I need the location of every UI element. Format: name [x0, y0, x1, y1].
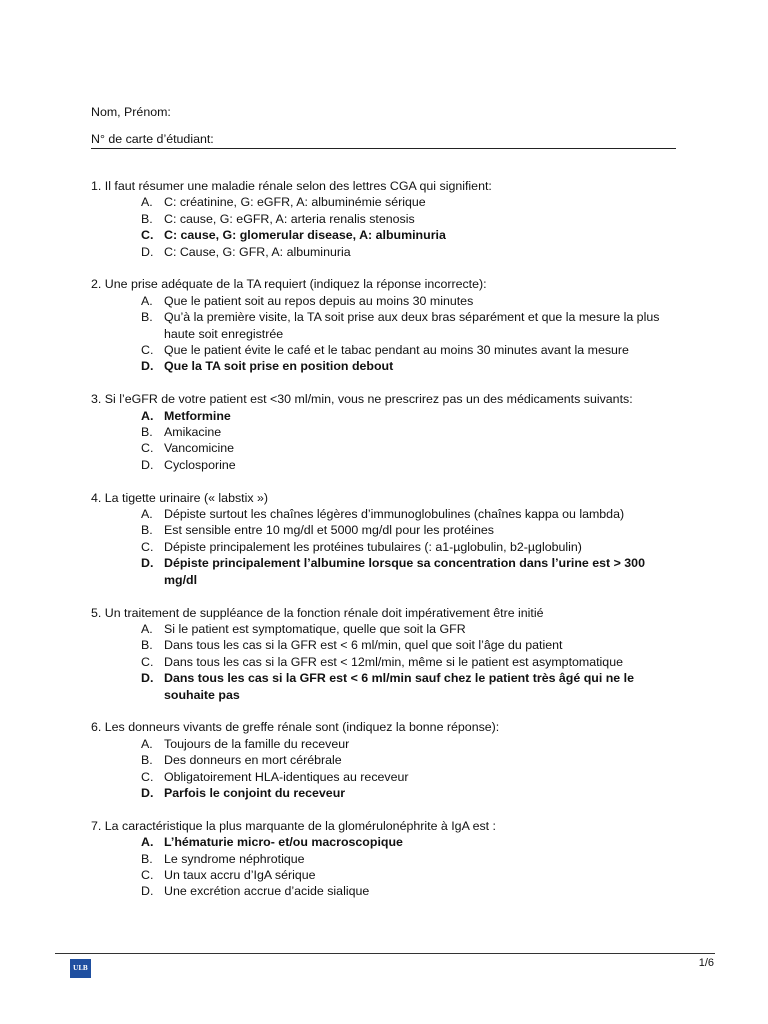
option-letter: C.: [141, 539, 154, 554]
option-letter: A.: [141, 293, 153, 308]
question-block: [91, 391, 676, 473]
option-text: C: cause, G: eGFR, A: arteria renalis stenosis: [164, 211, 415, 226]
question-stem: 1. Il faut résumer une maladie rénale selon des lettres CGA qui signifient:: [91, 179, 492, 193]
answer-option: [91, 539, 676, 555]
option-letter: B.: [141, 523, 153, 538]
answer-option: [91, 244, 676, 260]
answer-option: [91, 785, 676, 801]
option-text: Toujours de la famille du receveur: [164, 736, 350, 751]
option-letter: D.: [141, 884, 154, 899]
question-block: [91, 605, 676, 703]
question-block: [91, 276, 676, 374]
name-field-label: Nom, Prénom:: [91, 105, 171, 119]
answer-option: [91, 457, 676, 473]
answer-option: [91, 424, 676, 440]
option-letter: A.: [141, 408, 154, 423]
option-text: Dans tous les cas si la GFR est < 6 ml/min, quel que soit l’âge du patient: [164, 638, 563, 653]
answer-option: [91, 293, 676, 309]
option-letter: B.: [141, 310, 153, 325]
option-text: Dans tous les cas si la GFR est < 6 ml/min sauf chez le patient très âgé qui ne le souhaite pas: [164, 671, 634, 702]
ulb-logo-text: ULB: [72, 965, 89, 972]
option-text: L’hématurie micro- et/ou macroscopique: [164, 835, 403, 850]
question-stem: 5. Un traitement de suppléance de la fonction rénale doit impérativement être initié: [91, 605, 544, 620]
question-block: [91, 178, 676, 260]
option-text: Vancomicine: [164, 441, 235, 456]
option-text: Amikacine: [164, 425, 222, 440]
option-letter: C.: [141, 769, 154, 784]
option-letter: C.: [141, 441, 154, 456]
question-stem: 2. Une prise adéquate de la TA requiert (indiquez la réponse incorrecte):: [91, 277, 487, 292]
ulb-logo: [70, 959, 91, 978]
question-stem: 7. La caractéristique la plus marquante de la glomérulonéphrite à IgA est :: [91, 818, 497, 833]
answer-option: [91, 769, 676, 785]
option-text: Des donneurs en mort cérébrale: [164, 753, 342, 768]
option-text: Dépiste surtout les chaînes légères d’immunoglobulines (chaînes kappa ou lambda): [164, 507, 625, 522]
option-letter: C.: [141, 867, 154, 882]
option-letter: B.: [141, 753, 153, 768]
option-letter: A.: [141, 195, 153, 210]
answer-option: [91, 834, 676, 850]
option-letter: A.: [141, 621, 153, 636]
option-text: Le syndrome néphrotique: [164, 851, 305, 866]
option-letter: C.: [141, 343, 154, 358]
option-text: C: créatinine, G: eGFR, A: albuminémie sérique: [164, 195, 426, 210]
option-text: Si le patient est symptomatique, quelle que soit la GFR: [164, 621, 466, 636]
answer-option: [91, 408, 676, 424]
question-block: [91, 818, 676, 900]
answer-option: [91, 851, 676, 867]
option-text: Une excrétion accrue d’acide sialique: [164, 884, 370, 899]
option-text: C: Cause, G: GFR, A: albuminuria: [164, 244, 351, 259]
page-number: 1/6: [698, 957, 714, 969]
answer-option: [91, 670, 676, 703]
option-text: C: cause, G: glomerular disease, A: albuminuria: [164, 228, 446, 243]
question-block: [91, 490, 676, 588]
answer-option: [91, 883, 676, 899]
option-letter: B.: [141, 211, 153, 226]
option-text: Dépiste principalement l’albumine lorsque sa concentration dans l’urine est > 300 mg/dl: [164, 556, 645, 587]
answer-option: [91, 637, 676, 653]
question-block: [91, 719, 676, 801]
option-text: Un taux accru d’IgA sérique: [164, 867, 316, 882]
answer-option: [91, 621, 676, 637]
question-list: [91, 178, 676, 916]
option-text: Que la TA soit prise en position debout: [164, 359, 394, 374]
option-letter: C.: [141, 654, 154, 669]
answer-option: [91, 867, 676, 883]
answer-option: [91, 522, 676, 538]
option-letter: D.: [141, 671, 154, 686]
option-letter: B.: [141, 425, 153, 440]
option-text: Que le patient évite le café et le tabac pendant au moins 30 minutes avant la mesure: [164, 343, 629, 358]
option-text: Dans tous les cas si la GFR est < 12ml/min, même si le patient est asymptomatique: [164, 654, 623, 669]
option-text: Metformine: [164, 408, 231, 423]
answer-option: [91, 194, 676, 210]
answer-option: [91, 506, 676, 522]
question-stem: 3. Si l’eGFR de votre patient est <30 ml/min, vous ne prescrirez pas un des médicaments suivants:: [91, 392, 633, 407]
option-text: Dépiste principalement les protéines tubulaires (: a1-µglobulin, b2-µglobulin): [164, 539, 582, 554]
answer-option: [91, 752, 676, 768]
answer-option: [91, 440, 676, 456]
answer-option: [91, 555, 676, 588]
option-text: Est sensible entre 10 mg/dl et 5000 mg/dl pour les protéines: [164, 523, 494, 538]
answer-option: [91, 227, 676, 243]
footer-divider: [55, 953, 715, 954]
option-letter: C.: [141, 228, 154, 243]
answer-option: [91, 342, 676, 358]
option-letter: B.: [141, 638, 153, 653]
option-text: Cyclosporine: [164, 457, 236, 472]
option-letter: A.: [141, 507, 153, 522]
option-letter: D.: [141, 244, 154, 259]
student-id-field-label: N° de carte d’étudiant:: [91, 132, 676, 149]
question-stem: 6. Les donneurs vivants de greffe rénale sont (indiquez la bonne réponse):: [91, 720, 500, 735]
answer-option: [91, 736, 676, 752]
answer-option: [91, 309, 676, 342]
option-text: Parfois le conjoint du receveur: [164, 785, 346, 800]
question-stem: 4. La tigette urinaire (« labstix »): [91, 490, 269, 505]
option-letter: D.: [141, 785, 154, 800]
answer-option: [91, 654, 676, 670]
option-letter: A.: [141, 736, 153, 751]
option-letter: D.: [141, 359, 154, 374]
option-text: Qu’à la première visite, la TA soit prise aux deux bras séparément et que la mesure la plus haute soit enregistrée: [164, 310, 660, 341]
answer-option: [91, 211, 676, 227]
option-letter: D.: [141, 556, 154, 571]
answer-option: [91, 358, 676, 374]
option-letter: A.: [141, 835, 154, 850]
option-text: Obligatoirement HLA-identiques au receveur: [164, 769, 409, 784]
option-letter: D.: [141, 457, 154, 472]
option-letter: B.: [141, 851, 153, 866]
option-text: Que le patient soit au repos depuis au moins 30 minutes: [164, 293, 474, 308]
